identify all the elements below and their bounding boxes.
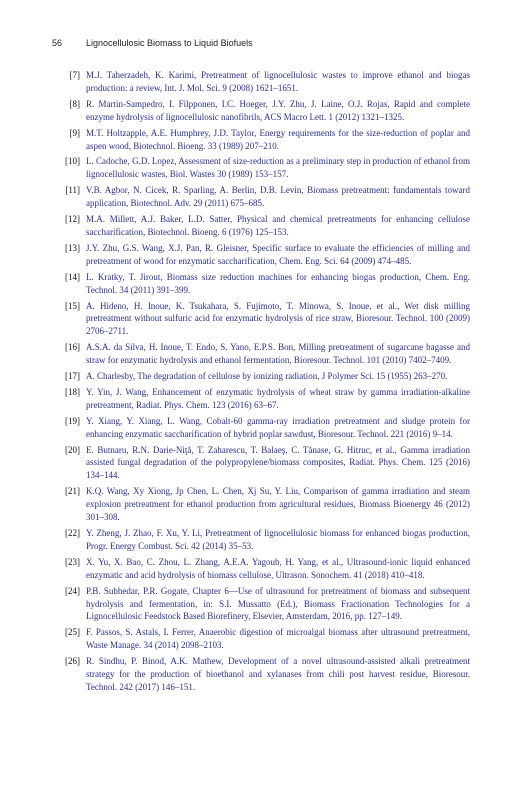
reference-number: [21] [65, 486, 80, 497]
reference-text[interactable]: R. Sindhu, P. Binod, A.K. Mathew, Development of a novel ultrasound-assisted alkali pretreatment strategy for the production of bioethanol and xylanases from chili post harvest residue, Bioresour. Technol. 242 (2017) 146–151. [86, 656, 470, 692]
reference-text[interactable]: A. Charlesby, The degradation of cellulose by ionizing radiation, J Polymer Sci. 15 (1955) 263–270. [86, 371, 448, 382]
reference-text[interactable]: A.S.A. da Silva, H. Inoue, T. Endo, S. Yano, E.P.S. Bon, Milling pretreatment of sugarcane bagasse and straw for enzymatic hydrolysis and ethanol fermentation, Bioresour. Technol. 101 (2010) 7402–7409. [86, 342, 470, 366]
reference-number: [22] [65, 528, 80, 538]
reference-list [52, 69, 470, 697]
reference-item [52, 127, 470, 153]
reference-text[interactable]: V.B. Agbor, N. Cicek, R. Sparling, A. Berlin, D.B. Levin, Biomass pretreatment: fundamentals toward application, Biotechnol. Adv. 29 (2011) 675–685. [86, 185, 470, 209]
reference-text[interactable]: L. Kratky, T. Jirout, Biomass size reduction machines for enhancing biogas production, Chem. Eng. Technol. 34 (2011) 391–399. [86, 271, 470, 295]
reference-text[interactable]: M.J. Taherzadeh, K. Karimi, Pretreatment of lignocellulosic wastes to improve ethanol and biogas production: a review, Int. J. Mol. Sci. 9 (2008) 1621–1651. [86, 70, 470, 93]
reference-item [52, 415, 470, 441]
reference-number: [8] [69, 98, 80, 109]
reference-text[interactable]: Y. Xiang, Y. Xiang, L. Wang, Cobalt-60 gamma-ray irradiation pretreatment and sludge protein for enhancing enzymatic saccharification of hybrid poplar sawdust, Bioresour. Technol. 221 (2016) 9–14. [86, 415, 470, 439]
reference-item [52, 98, 470, 124]
running-header [52, 38, 491, 48]
reference-item [52, 527, 470, 553]
running-title: Lignocellulosic Biomass to Liquid Biofuels [86, 38, 253, 48]
reference-item [52, 370, 470, 383]
reference-number: [14] [65, 271, 80, 282]
reference-text[interactable]: M.A. Millett, A.J. Baker, L.D. Satter, Physical and chemical pretreatments for enhancing cellulose saccharification, Biotechnol. Bioeng. 6 (1976) 125–153. [86, 214, 470, 237]
reference-text[interactable]: R. Martin-Sampedro, I. Filpponen, I.C. Hoeger, J.Y. Zhu, J. Laine, O.J. Rojas, Rapid and complete enzyme hydrolysis of lignocellulosic nanofibrils, ACS Macro Lett. 1 (2012) 1321–1325. [86, 98, 470, 122]
reference-number: [16] [65, 342, 80, 353]
reference-item [52, 300, 470, 339]
reference-number: [13] [65, 242, 80, 253]
reference-number: [26] [65, 656, 80, 667]
reference-number: [24] [65, 585, 80, 596]
reference-item [52, 184, 470, 210]
reference-item [52, 655, 470, 694]
reference-item [52, 69, 470, 95]
reference-text[interactable]: A. Hideno, H. Inoue, K. Tsukahara, S. Fujimoto, T. Minowa, S. Inoue, et al., Wet disk milling pretreatment without sulfuric acid for enzymatic hydrolysis of rice straw, Bioresour. Technol. 100 (2009) 2706–2711. [86, 300, 470, 337]
reference-item [52, 155, 470, 181]
reference-number: [18] [65, 386, 80, 397]
reference-text[interactable]: K.Q. Wang, Xy Xiong, Jp Chen, L. Chen, Xj Su, Y. Liu, Comparison of gamma irradiation and steam explosion pretreatment for ethanol production from agricultural residues, Biomass Bioenergy 46 (2012) 301–308. [86, 486, 470, 523]
reference-number: [9] [69, 127, 80, 138]
reference-text[interactable]: J.Y. Zhu, G.S. Wang, X.J. Pan, R. Gleisner, Specific surface to evaluate the efficiencies of milling and pretreatment of wood for enzymatic saccharification, Chem. Eng. Sci. 64 (2009) 474–485. [86, 242, 470, 266]
page-number: 56 [52, 38, 63, 48]
reference-text[interactable]: Y. Yin, J. Wang, Enhancement of enzymatic hydrolysis of wheat straw by gamma irradiation-alkaline pretreatment, Radiat. Phys. Chem. 123 (2016) 63–67. [86, 386, 470, 410]
reference-text[interactable]: E. Butnaru, R.N. Darie-Niţă, T. Zaharescu, T. Balaeş, C. Tănase, G. Hitruc, et al., Gamma irradiation assisted fungal degradation of the polypropylene/biomass composites, Radiat. Phys. Chem. 125 (2016) 134–144. [86, 444, 470, 481]
reference-number: [19] [65, 415, 80, 426]
reference-number: [17] [65, 371, 80, 382]
reference-item [52, 444, 470, 483]
reference-item [52, 386, 470, 412]
reference-item [52, 485, 470, 524]
reference-text[interactable]: X. Yu, X. Bao, C. Zhou, L. Zhang, A.E.A. Yagoub, H. Yang, et al., Ultrasound-ionic liquid enhanced enzymatic and acid hydrolysis of biomass cellulose, Ultrason. Sonochem. 41 (2018) 410–418. [86, 556, 470, 580]
reference-item [52, 585, 470, 624]
reference-text[interactable]: P.B. Subhedar, P.R. Gogate, Chapter 6—Use of ultrasound for pretreatment of biomass and subsequent hydrolysis and fermentation, in: S.I. Mussatto (Ed.), Biomass Fractionation Technologies for a Lignocellulosic Feedstock Based Biorefinery, Elsevier, Amsterdam, 2016, pp. 127–149. [86, 585, 470, 622]
reference-text[interactable]: Y. Zheng, J. Zhao, F. Xu, Y. Li, Pretreatment of lignocellulosic biomass for enhanced biogas production, Progr. Energy Combust. Sci. 42 (2014) 35–53. [86, 528, 470, 551]
reference-item [52, 556, 470, 582]
reference-number: [12] [65, 214, 80, 225]
reference-number: [10] [65, 156, 80, 167]
reference-number: [20] [65, 444, 80, 455]
reference-text[interactable]: F. Passos, S. Astals, I. Ferrer, Anaerobic digestion of microalgal biomass after ultrasound pretreatment, Waste Manage. 34 (2014) 2098–2103. [86, 627, 470, 651]
reference-number: [11] [65, 185, 80, 196]
reference-number: [15] [65, 300, 80, 311]
reference-number: [25] [65, 627, 80, 638]
reference-number: [7] [69, 70, 80, 80]
reference-item [52, 341, 470, 367]
reference-item [52, 242, 470, 268]
reference-text[interactable]: M.T. Holtzapple, A.E. Humphrey, J.D. Taylor, Energy requirements for the size-reduction of poplar and aspen wood, Biotechnol. Bioeng. 33 (1989) 207–210. [86, 127, 470, 151]
reference-item [52, 271, 470, 297]
reference-number: [23] [65, 556, 80, 567]
reference-item [52, 626, 470, 652]
reference-item [52, 213, 470, 239]
reference-text[interactable]: L. Cadoche, G.D. Lopez, Assessment of size-reduction as a preliminary step in production of ethanol from lignocellulosic wastes, Biol. Wastes 30 (1989) 153–157. [86, 156, 470, 180]
